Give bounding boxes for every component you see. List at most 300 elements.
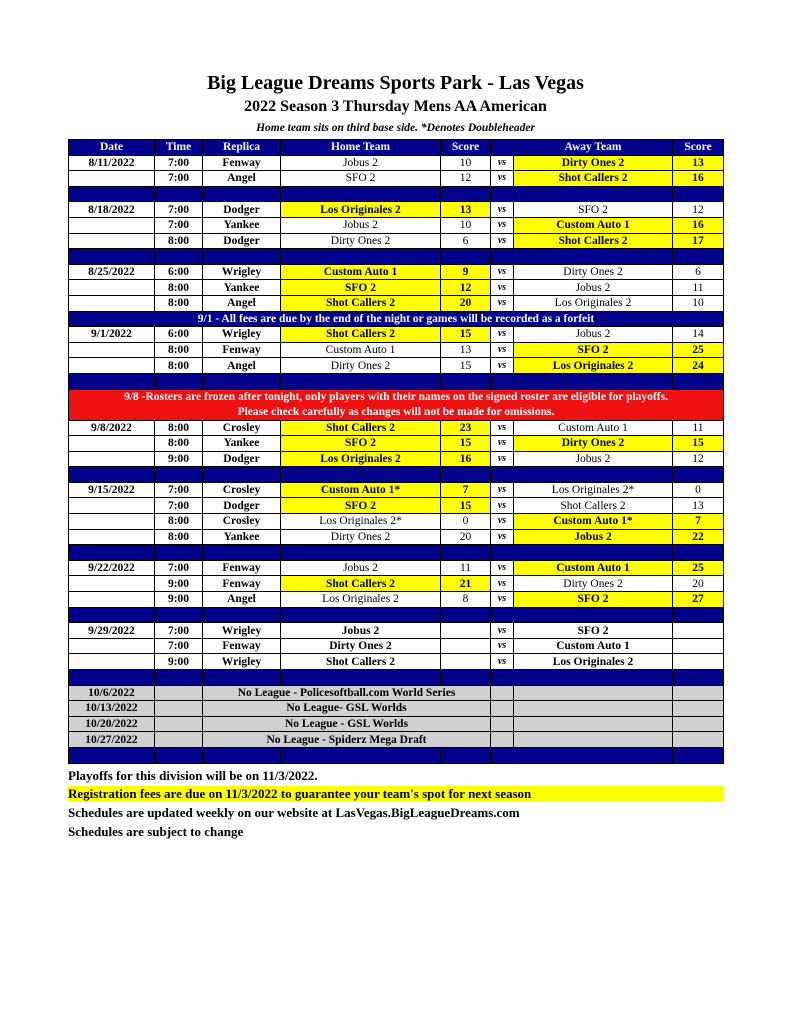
score-cell [673, 716, 724, 732]
home-team: Dirty Ones 2 [281, 638, 441, 654]
spacer-cell [673, 249, 724, 265]
vs-label: vs [491, 327, 514, 343]
replica-cell: Fenway [203, 576, 281, 592]
vs-label: vs [491, 358, 514, 374]
home-team: Dirty Ones 2 [281, 529, 441, 545]
home-team: Jobus 2 [281, 155, 441, 171]
replica-cell: Yankee [203, 436, 281, 452]
spacer-cell [155, 607, 203, 623]
away-score: 22 [673, 529, 724, 545]
spacer-row [69, 186, 724, 202]
spacer-cell [281, 607, 441, 623]
header-away-team: Away Team [514, 140, 673, 156]
home-score: 15 [441, 498, 491, 514]
date-cell: 9/29/2022 [69, 623, 155, 639]
no-league-text: No League - Spiderz Mega Draft [203, 732, 491, 748]
header-home-team: Home Team [281, 140, 441, 156]
home-team: Shot Callers 2 [281, 576, 441, 592]
home-team: Jobus 2 [281, 217, 441, 233]
away-team: Dirty Ones 2 [514, 576, 673, 592]
home-team: Los Originales 2 [281, 202, 441, 218]
vs-cell [491, 685, 514, 701]
spacer-cell [203, 545, 281, 561]
time-cell: 8:00 [155, 529, 203, 545]
away-score: 25 [673, 560, 724, 576]
spacer-cell [155, 467, 203, 483]
away-score: 10 [673, 295, 724, 311]
vs-label: vs [491, 280, 514, 296]
spacer-cell [281, 467, 441, 483]
replica-cell: Dodger [203, 498, 281, 514]
vs-label: vs [491, 529, 514, 545]
spacer-cell [155, 670, 203, 686]
date-cell [69, 358, 155, 374]
home-score: 15 [441, 436, 491, 452]
away-team: Shot Callers 2 [514, 233, 673, 249]
away-score: 6 [673, 264, 724, 280]
game-row [69, 560, 724, 576]
game-row [69, 155, 724, 171]
spacer-cell [155, 186, 203, 202]
roster-notice-row [69, 389, 724, 420]
game-row [69, 529, 724, 545]
spacer-cell [155, 373, 203, 389]
home-score: 8 [441, 592, 491, 608]
home-team: Shot Callers 2 [281, 327, 441, 343]
replica-cell: Wrigley [203, 654, 281, 670]
spacer-row [69, 249, 724, 265]
home-team: SFO 2 [281, 498, 441, 514]
date-cell [69, 233, 155, 249]
time-cell: 8:00 [155, 295, 203, 311]
no-league-row [69, 685, 724, 701]
date-cell [69, 171, 155, 187]
home-team: Custom Auto 1* [281, 482, 441, 498]
no-league-text: No League- GSL Worlds [203, 701, 491, 717]
roster-notice-line2: Please check carefully as changes will not be made for omissions. [237, 405, 555, 418]
away-score [673, 638, 724, 654]
away-team: SFO 2 [514, 592, 673, 608]
time-cell: 7:00 [155, 202, 203, 218]
home-score [441, 654, 491, 670]
spacer-cell [441, 747, 491, 763]
replica-cell: Crosley [203, 482, 281, 498]
replica-cell: Fenway [203, 342, 281, 358]
spacer-cell [69, 186, 155, 202]
spacer-cell [441, 607, 491, 623]
game-row [69, 623, 724, 639]
away-team: Dirty Ones 2 [514, 264, 673, 280]
home-score: 15 [441, 358, 491, 374]
roster-notice [69, 389, 724, 420]
vs-label: vs [491, 217, 514, 233]
home-score: 9 [441, 264, 491, 280]
vs-label: vs [491, 482, 514, 498]
spacer-cell [491, 545, 514, 561]
home-score: 21 [441, 576, 491, 592]
home-score: 6 [441, 233, 491, 249]
game-row [69, 451, 724, 467]
date-cell [69, 451, 155, 467]
away-score [673, 654, 724, 670]
spacer-cell [203, 607, 281, 623]
date-cell [69, 592, 155, 608]
date-cell: 9/15/2022 [69, 482, 155, 498]
away-team: Los Originales 2 [514, 358, 673, 374]
spacer-cell [441, 545, 491, 561]
spacer-cell [491, 607, 514, 623]
registration-note: Registration fees are due on 11/3/2022 to guarantee your team's spot for next season [68, 786, 723, 802]
home-team: Shot Callers 2 [281, 295, 441, 311]
away-score: 12 [673, 451, 724, 467]
time-cell: 6:00 [155, 327, 203, 343]
replica-cell: Yankee [203, 280, 281, 296]
spacer-cell [281, 747, 441, 763]
away-team: Dirty Ones 2 [514, 436, 673, 452]
home-score: 11 [441, 560, 491, 576]
home-team: Shot Callers 2 [281, 420, 441, 436]
spacer-cell [491, 467, 514, 483]
spacer-cell [491, 373, 514, 389]
away-cell [514, 732, 673, 748]
replica-cell: Angel [203, 358, 281, 374]
spacer-row [69, 373, 724, 389]
header-home-score: Score [441, 140, 491, 156]
home-team: Jobus 2 [281, 623, 441, 639]
date-cell: 10/20/2022 [69, 716, 155, 732]
away-score: 16 [673, 171, 724, 187]
away-team: Jobus 2 [514, 451, 673, 467]
no-league-text: No League - Policesoftball.com World Series [203, 685, 491, 701]
home-team: Los Originales 2* [281, 514, 441, 530]
date-cell: 8/18/2022 [69, 202, 155, 218]
time-cell: 8:00 [155, 358, 203, 374]
vs-label: vs [491, 638, 514, 654]
home-team: SFO 2 [281, 280, 441, 296]
away-team: Dirty Ones 2 [514, 155, 673, 171]
away-team: Los Originales 2 [514, 295, 673, 311]
game-row [69, 342, 724, 358]
game-row [69, 217, 724, 233]
vs-label: vs [491, 233, 514, 249]
schedule-table [68, 139, 724, 764]
time-cell: 8:00 [155, 420, 203, 436]
replica-cell: Wrigley [203, 623, 281, 639]
away-cell [514, 685, 673, 701]
website-note: Schedules are updated weekly on our website at LasVegas.BigLeagueDreams.com [68, 805, 520, 820]
date-cell [69, 514, 155, 530]
date-cell [69, 217, 155, 233]
replica-cell: Angel [203, 592, 281, 608]
home-score: 13 [441, 202, 491, 218]
home-score: 20 [441, 529, 491, 545]
time-cell: 7:00 [155, 482, 203, 498]
spacer-cell [514, 670, 673, 686]
time-cell [155, 685, 203, 701]
away-score: 17 [673, 233, 724, 249]
away-score: 11 [673, 280, 724, 296]
time-cell [155, 732, 203, 748]
time-cell [155, 716, 203, 732]
vs-label: vs [491, 654, 514, 670]
replica-cell: Fenway [203, 638, 281, 654]
spacer-cell [673, 747, 724, 763]
date-cell [69, 638, 155, 654]
vs-label: vs [491, 436, 514, 452]
header-time: Time [155, 140, 203, 156]
date-cell: 10/27/2022 [69, 732, 155, 748]
time-cell: 6:00 [155, 264, 203, 280]
replica-cell: Fenway [203, 560, 281, 576]
header-vs [491, 140, 514, 156]
home-team: Jobus 2 [281, 560, 441, 576]
date-cell [69, 280, 155, 296]
date-cell: 10/13/2022 [69, 701, 155, 717]
home-team: Shot Callers 2 [281, 654, 441, 670]
spacer-cell [155, 747, 203, 763]
vs-label: vs [491, 623, 514, 639]
away-team: Custom Auto 1 [514, 420, 673, 436]
spacer-cell [203, 186, 281, 202]
away-score: 14 [673, 327, 724, 343]
away-cell [514, 701, 673, 717]
game-row [69, 327, 724, 343]
home-score: 12 [441, 171, 491, 187]
home-score: 13 [441, 342, 491, 358]
away-team: Jobus 2 [514, 327, 673, 343]
away-score [673, 623, 724, 639]
spacer-cell [514, 186, 673, 202]
replica-cell: Angel [203, 171, 281, 187]
away-score: 12 [673, 202, 724, 218]
vs-label: vs [491, 498, 514, 514]
spacer-cell [514, 467, 673, 483]
home-score [441, 623, 491, 639]
spacer-cell [203, 670, 281, 686]
home-score: 0 [441, 514, 491, 530]
away-team: SFO 2 [514, 623, 673, 639]
spacer-cell [155, 249, 203, 265]
game-row [69, 233, 724, 249]
spacer-cell [69, 670, 155, 686]
spacer-cell [441, 670, 491, 686]
away-team: Custom Auto 1 [514, 560, 673, 576]
time-cell: 8:00 [155, 514, 203, 530]
game-row [69, 482, 724, 498]
date-cell [69, 498, 155, 514]
spacer-cell [69, 545, 155, 561]
spacer-row [69, 607, 724, 623]
no-league-row [69, 701, 724, 717]
away-score: 11 [673, 420, 724, 436]
spacer-cell [491, 670, 514, 686]
time-cell: 9:00 [155, 654, 203, 670]
date-cell [69, 295, 155, 311]
home-team: Custom Auto 1 [281, 264, 441, 280]
home-team: Los Originales 2 [281, 592, 441, 608]
home-team: Dirty Ones 2 [281, 233, 441, 249]
header-away-score: Score [673, 140, 724, 156]
game-row [69, 264, 724, 280]
away-score: 0 [673, 482, 724, 498]
home-score: 23 [441, 420, 491, 436]
vs-cell [491, 716, 514, 732]
away-team: SFO 2 [514, 342, 673, 358]
spacer-cell [673, 186, 724, 202]
time-cell: 8:00 [155, 342, 203, 358]
time-cell: 7:00 [155, 560, 203, 576]
away-score: 27 [673, 592, 724, 608]
header-row [69, 140, 724, 156]
replica-cell: Dodger [203, 233, 281, 249]
time-cell [155, 701, 203, 717]
game-row [69, 280, 724, 296]
spacer-cell [673, 670, 724, 686]
date-cell [69, 529, 155, 545]
away-score: 13 [673, 498, 724, 514]
home-score: 20 [441, 295, 491, 311]
date-cell [69, 342, 155, 358]
vs-label: vs [491, 420, 514, 436]
time-cell: 9:00 [155, 576, 203, 592]
time-cell: 7:00 [155, 217, 203, 233]
change-note: Schedules are subject to change [68, 824, 244, 839]
time-cell: 7:00 [155, 638, 203, 654]
replica-cell: Angel [203, 295, 281, 311]
spacer-cell [69, 607, 155, 623]
notice-row [69, 311, 724, 327]
header-date: Date [69, 140, 155, 156]
spacer-cell [514, 747, 673, 763]
spacer-cell [441, 467, 491, 483]
vs-label: vs [491, 451, 514, 467]
vs-label: vs [491, 560, 514, 576]
game-row [69, 592, 724, 608]
spacer-row [69, 467, 724, 483]
home-team: SFO 2 [281, 436, 441, 452]
replica-cell: Wrigley [203, 264, 281, 280]
game-row [69, 498, 724, 514]
away-score: 7 [673, 514, 724, 530]
vs-label: vs [491, 576, 514, 592]
spacer-cell [69, 249, 155, 265]
spacer-cell [673, 373, 724, 389]
game-row [69, 436, 724, 452]
date-cell: 9/8/2022 [69, 420, 155, 436]
date-cell [69, 436, 155, 452]
replica-cell: Dodger [203, 202, 281, 218]
vs-label: vs [491, 155, 514, 171]
home-team: Dirty Ones 2 [281, 358, 441, 374]
away-team: Custom Auto 1 [514, 638, 673, 654]
game-row [69, 171, 724, 187]
time-cell: 8:00 [155, 233, 203, 249]
vs-cell [491, 732, 514, 748]
spacer-cell [491, 249, 514, 265]
away-score: 15 [673, 436, 724, 452]
spacer-cell [673, 607, 724, 623]
spacer-cell [69, 747, 155, 763]
game-row [69, 420, 724, 436]
vs-label: vs [491, 295, 514, 311]
replica-cell: Yankee [203, 217, 281, 233]
away-score: 13 [673, 155, 724, 171]
vs-label: vs [491, 264, 514, 280]
home-team: SFO 2 [281, 171, 441, 187]
header-replica: Replica [203, 140, 281, 156]
home-score: 12 [441, 280, 491, 296]
away-score: 24 [673, 358, 724, 374]
spacer-cell [203, 373, 281, 389]
vs-label: vs [491, 592, 514, 608]
spacer-cell [514, 249, 673, 265]
away-score: 16 [673, 217, 724, 233]
date-cell: 8/11/2022 [69, 155, 155, 171]
game-row [69, 514, 724, 530]
spacer-row [69, 670, 724, 686]
score-cell [673, 701, 724, 717]
date-cell: 8/25/2022 [69, 264, 155, 280]
away-team: Custom Auto 1* [514, 514, 673, 530]
replica-cell: Crosley [203, 420, 281, 436]
away-cell [514, 716, 673, 732]
spacer-cell [514, 545, 673, 561]
time-cell: 7:00 [155, 155, 203, 171]
home-score: 16 [441, 451, 491, 467]
spacer-row [69, 747, 724, 763]
score-cell [673, 685, 724, 701]
vs-label: vs [491, 342, 514, 358]
time-cell: 8:00 [155, 280, 203, 296]
replica-cell: Fenway [203, 155, 281, 171]
home-score [441, 638, 491, 654]
time-cell: 8:00 [155, 436, 203, 452]
away-team: Jobus 2 [514, 529, 673, 545]
home-score: 15 [441, 327, 491, 343]
away-score: 25 [673, 342, 724, 358]
replica-cell: Crosley [203, 514, 281, 530]
spacer-cell [203, 249, 281, 265]
game-row [69, 638, 724, 654]
away-team: Custom Auto 1 [514, 217, 673, 233]
away-team: Los Originales 2* [514, 482, 673, 498]
spacer-cell [69, 467, 155, 483]
spacer-cell [155, 545, 203, 561]
score-cell [673, 732, 724, 748]
spacer-cell [203, 747, 281, 763]
vs-label: vs [491, 171, 514, 187]
playoffs-note: Playoffs for this division will be on 11/3/2022. [68, 768, 318, 783]
spacer-cell [281, 373, 441, 389]
game-row [69, 654, 724, 670]
spacer-cell [441, 373, 491, 389]
time-cell: 7:00 [155, 171, 203, 187]
vs-label: vs [491, 202, 514, 218]
spacer-cell [491, 747, 514, 763]
away-team: SFO 2 [514, 202, 673, 218]
spacer-cell [514, 373, 673, 389]
game-row [69, 295, 724, 311]
away-team: Shot Callers 2 [514, 498, 673, 514]
page-title: Big League Dreams Sports Park - Las Vegas [207, 72, 584, 94]
away-team: Shot Callers 2 [514, 171, 673, 187]
time-cell: 9:00 [155, 451, 203, 467]
home-team: Los Originales 2 [281, 451, 441, 467]
spacer-cell [491, 186, 514, 202]
schedule-note: Home team sits on third base side. *Denotes Doubleheader [256, 122, 535, 134]
home-score: 10 [441, 217, 491, 233]
no-league-row [69, 716, 724, 732]
